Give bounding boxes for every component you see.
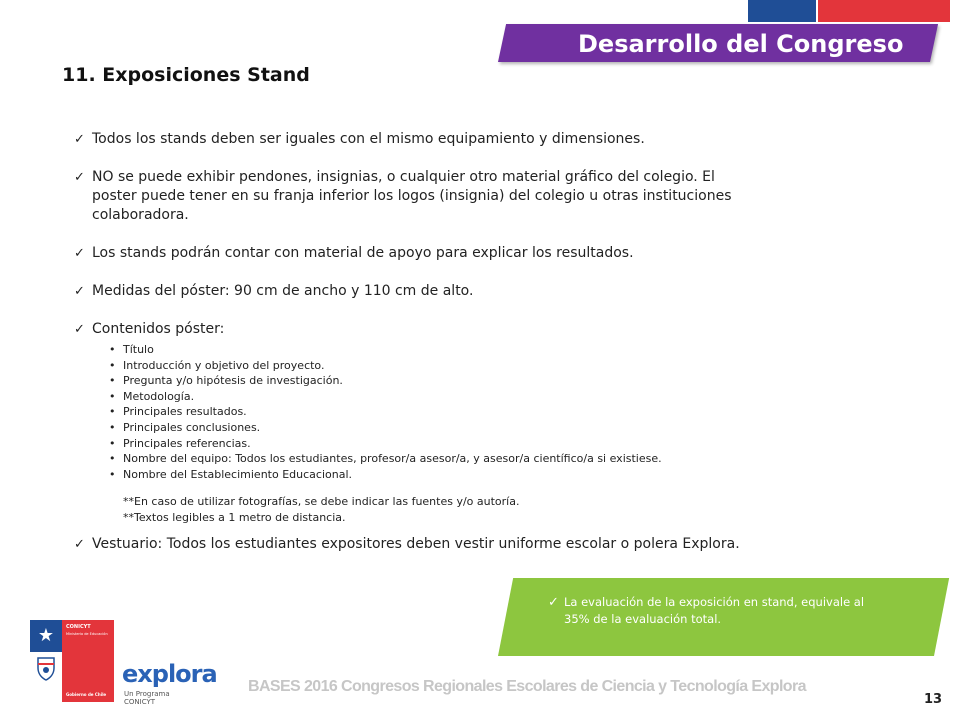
bullet-icon: •	[109, 358, 116, 372]
list-item	[74, 282, 864, 301]
check-icon: ✓	[74, 322, 85, 337]
sub-item-text: Principales resultados.	[123, 405, 247, 419]
list-item	[74, 320, 864, 526]
item-text-line: NO se puede exhibir pendones, insignias, o cualquier otro material gráfico del colegio. El	[92, 169, 715, 185]
section-title: 11. Exposiciones Stand	[62, 64, 310, 86]
item-text-line: colaboradora.	[92, 207, 189, 223]
evaluation-callout-text	[548, 594, 920, 628]
sub-list-item	[92, 420, 864, 436]
check-icon: ✓	[74, 246, 85, 261]
bullet-icon: •	[109, 420, 116, 434]
bullet-icon: •	[109, 389, 116, 403]
sub-item-text: Principales referencias.	[123, 436, 251, 450]
coat-of-arms-icon	[32, 654, 60, 682]
callout-line: 35% de la evaluación total.	[564, 612, 722, 626]
bullet-icon: •	[109, 436, 116, 450]
sub-list-item	[92, 404, 864, 420]
check-icon: ✓	[74, 284, 85, 299]
sub-list-item	[92, 467, 864, 483]
footer-title: BASES 2016 Congresos Regionales Escolares de Ciencia y Tecnología Explora	[248, 678, 806, 695]
bullet-icon: •	[109, 405, 116, 419]
list-item	[74, 130, 864, 149]
item-text-line: poster puede tener en su franja inferior los logos (insignia) del colegio u otras instituciones	[92, 188, 732, 204]
poster-contents-list	[92, 342, 864, 482]
callout-line: La evaluación de la exposición en stand, equivale al	[564, 595, 865, 609]
explora-logo	[122, 660, 217, 706]
list-item	[74, 244, 864, 263]
check-icon: ✓	[548, 595, 559, 610]
logo-conicyt-text: CONICYT	[66, 624, 91, 630]
sub-item-text: Pregunta y/o hipótesis de investigación.	[123, 374, 343, 388]
check-icon: ✓	[74, 132, 85, 147]
list-item	[74, 168, 864, 225]
list-item	[74, 535, 864, 554]
bullet-icon: •	[109, 343, 116, 356]
sub-item-text: Metodología.	[123, 389, 195, 403]
sub-item-text: Nombre del Establecimiento Educacional.	[123, 467, 352, 481]
sub-item-text: Nombre del equipo: Todos los estudiantes, profesor/a asesor/a, y asesor/a científico/a si existiese.	[123, 452, 662, 466]
sub-list-item	[92, 342, 864, 358]
flag-blue-bar	[748, 0, 816, 22]
item-text: Vestuario: Todos los estudiantes expositores deben vestir uniforme escolar o polera Explora.	[92, 535, 740, 552]
sub-list-item	[92, 436, 864, 452]
check-icon: ✓	[74, 170, 85, 185]
sub-item-text: Título	[123, 343, 154, 356]
poster-notes	[92, 494, 864, 525]
bullet-icon: •	[109, 467, 116, 481]
sub-item-text: Introducción y objetivo del proyecto.	[123, 358, 325, 372]
note: **En caso de utilizar fotografías, se debe indicar las fuentes y/o autoría.	[123, 495, 520, 509]
sub-item-text: Principales conclusiones.	[123, 420, 261, 434]
sub-list-item	[92, 373, 864, 389]
page-number: 13	[924, 692, 943, 707]
item-text: Medidas del póster: 90 cm de ancho y 110 cm de alto.	[92, 283, 474, 299]
flag-red-bar	[818, 0, 950, 22]
logo-ministerio-text: Ministerio de Educación	[66, 632, 108, 636]
note: **Textos legibles a 1 metro de distancia.	[123, 510, 346, 524]
star-icon: ★	[37, 625, 55, 646]
bullet-icon: •	[109, 374, 116, 388]
check-icon: ✓	[74, 536, 85, 552]
gobierno-de-chile-logo	[30, 620, 114, 702]
explora-subtitle: Un Programa CONICYT	[124, 690, 170, 706]
logo-gobierno-text: Gobierno de Chile	[66, 692, 107, 697]
item-text: Todos los stands deben ser iguales con el mismo equipamiento y dimensiones.	[92, 131, 645, 147]
sub-list-item	[92, 451, 864, 467]
explora-wordmark: explora	[122, 660, 217, 688]
item-text: Contenidos póster:	[92, 321, 225, 337]
item-text: Los stands podrán contar con material de apoyo para explicar los resultados.	[92, 245, 634, 261]
banner-title: Desarrollo del Congreso	[578, 30, 904, 58]
bullet-icon: •	[109, 452, 116, 466]
sub-list-item	[92, 389, 864, 405]
content-list	[74, 130, 864, 573]
sub-list-item	[92, 358, 864, 374]
